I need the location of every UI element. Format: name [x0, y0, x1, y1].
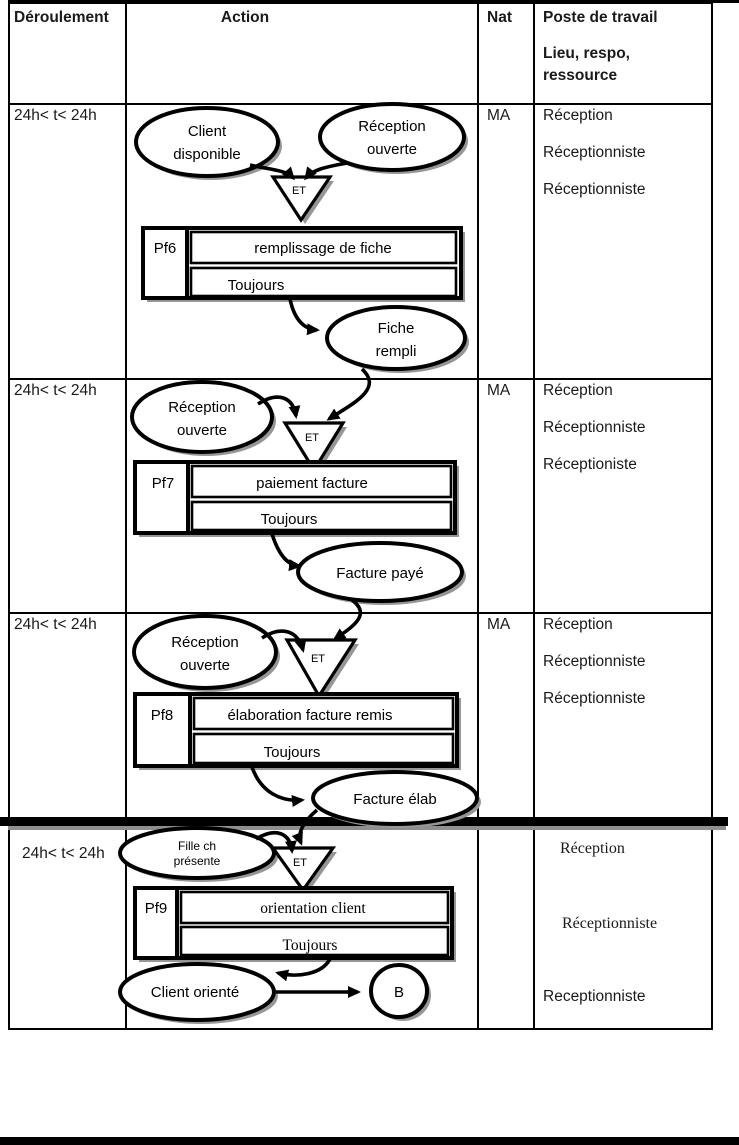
event-fille-ch-presente-line1: Fille ch [177, 839, 217, 853]
header-poste-line3: ressource [543, 67, 618, 84]
event-reception-ouverte-3 [134, 616, 276, 688]
header-deroulement: Déroulement [14, 9, 109, 26]
event-reception-ouverte-2 [132, 382, 272, 452]
row3-poste-3: Réceptionniste [543, 690, 646, 707]
task-pf9-label: orientation client [260, 900, 366, 917]
row2-poste-2: Réceptionniste [543, 419, 646, 436]
arrow-pf7-to-facture-paye [272, 534, 299, 566]
arrow-facture-paye-to-and3 [335, 600, 360, 639]
row3-poste-2: Réceptionniste [543, 653, 646, 670]
and-junction-3-label: ET [310, 653, 326, 665]
event-facture-elab-label: Facture élab [353, 791, 437, 808]
event-reception-ouverte-3-line2: ouverte [179, 657, 231, 674]
event-client-disponible-line1: Client [187, 123, 227, 140]
task-pf7-id: Pf7 [151, 475, 175, 492]
arrow-fiche-to-and2 [329, 369, 369, 419]
and-junction-1-label: ET [291, 185, 307, 197]
event-fille-ch-presente-line2: présente [173, 854, 221, 868]
row1-poste-2: Réceptionniste [543, 144, 646, 161]
event-fille-ch-presente [120, 828, 274, 878]
task-pf7-label: paiement facture [256, 475, 368, 492]
event-reception-ouverte-2-line2: ouverte [176, 422, 228, 439]
row2-poste-3: Réceptioniste [543, 456, 637, 473]
row3-poste-1: Réception [543, 616, 613, 633]
row3-deroulement: 24h< t< 24h [14, 616, 97, 633]
event-fiche-rempli-line2: rempli [375, 343, 417, 360]
row1-nat: MA [487, 107, 511, 124]
task-pf9-id: Pf9 [144, 900, 168, 917]
task-pf7-rule: Toujours [260, 511, 318, 528]
row3-nat: MA [487, 616, 511, 633]
connector-b-label: B [393, 984, 405, 1001]
row4-deroulement: 24h< t< 24h [22, 845, 105, 862]
row1-poste-3: Réceptionniste [543, 181, 646, 198]
row2-deroulement: 24h< t< 24h [14, 382, 97, 399]
row4-poste-1: Réception [560, 840, 625, 857]
header-poste-line2: Lieu, respo, [543, 45, 630, 62]
task-pf9-rule: Toujours [282, 937, 338, 954]
row2-poste-1: Réception [543, 382, 613, 399]
row1-poste-1: Réception [543, 107, 613, 124]
header-poste-line1: Poste de travail [543, 9, 658, 26]
task-pf6-label: remplissage de fiche [254, 240, 392, 257]
and-junction-2-label: ET [304, 432, 320, 444]
arrow-pf6-to-fiche [290, 299, 317, 330]
event-reception-ouverte-3-line1: Réception [171, 634, 239, 651]
header-action: Action [220, 9, 270, 26]
event-client-disponible-line2: disponible [173, 146, 241, 163]
and-junction-4-label: ET [292, 857, 308, 869]
row2-nat: MA [487, 382, 511, 399]
row4-poste-2: Réceptionniste [562, 915, 658, 932]
arrow-pf8-to-facture-elab [252, 767, 302, 800]
event-reception-ouverte-1-line2: ouverte [366, 141, 418, 158]
row4-poste-3: Receptionniste [543, 988, 646, 1005]
header-nat: Nat [487, 9, 512, 26]
and-junction-3 [287, 640, 355, 696]
event-fiche-rempli-line1: Fiche [377, 320, 415, 337]
task-pf6-id: Pf6 [153, 240, 177, 257]
task-pf8-label: élaboration facture remis [227, 707, 393, 724]
task-pf8-id: Pf8 [150, 707, 174, 724]
event-facture-paye-label: Facture payé [336, 565, 424, 582]
row1-deroulement: 24h< t< 24h [14, 107, 97, 124]
event-reception-ouverte-2-line1: Réception [168, 399, 236, 416]
event-client-oriente-label: Client orienté [150, 984, 240, 1001]
task-pf8-rule: Toujours [263, 744, 321, 761]
event-reception-ouverte-1 [320, 104, 464, 170]
task-pf6-rule: Toujours [227, 277, 285, 294]
arrow-facture-elab-to-and4 [300, 810, 317, 843]
event-reception-ouverte-1-line1: Réception [358, 118, 426, 135]
